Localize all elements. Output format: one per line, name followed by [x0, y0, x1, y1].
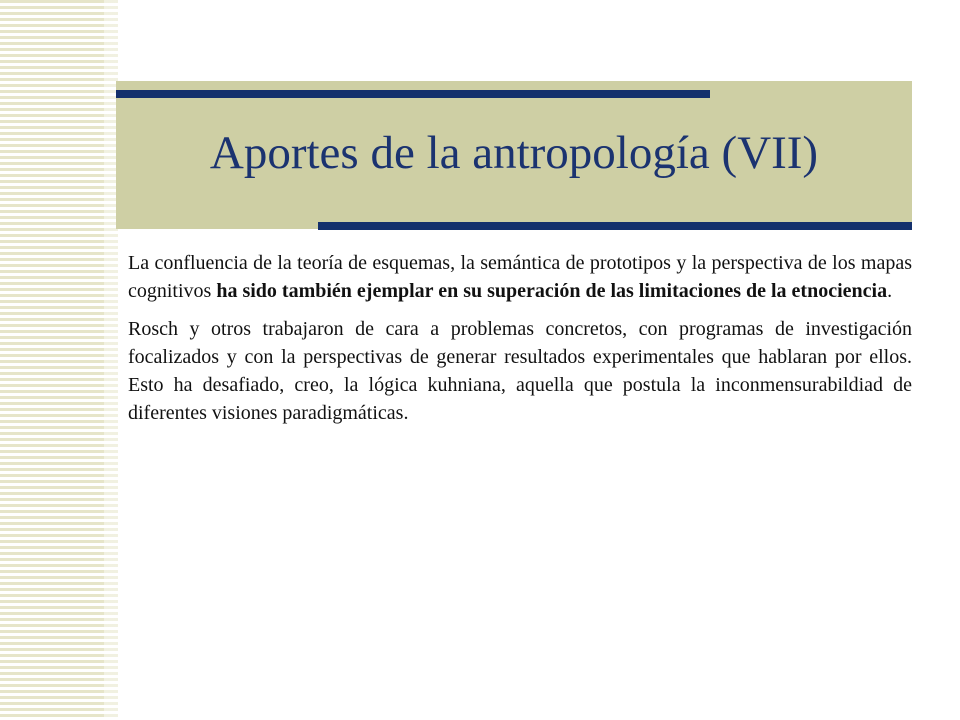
paragraph-2: Rosch y otros trabajaron de cara a problemas concretos, con programas de investigación focalizados y con la perspectivas de generar resultados experimentales que hablaran por ellos. Esto ha desafiado, creo, la lógica kuhniana, aquella que postula la inconmensurabildiad de diferentes visiones paradigmáticas.: [128, 318, 912, 424]
slide-body: [128, 249, 912, 437]
title-top-bar: [116, 90, 710, 98]
paragraph-1-text: La confluencia de la teoría de esquemas, la semántica de prototipos y la perspectiva de los mapas cognitivos: [128, 252, 912, 302]
slide-title: Aportes de la antropología (VII): [209, 127, 819, 179]
decorative-stripes: [0, 0, 104, 720]
paragraph-1-end: .: [887, 280, 893, 302]
title-bottom-bar: [318, 222, 912, 230]
paragraph-1-bold-text: ha sido también ejemplar en su superación de las limitaciones de la etnociencia: [216, 280, 888, 302]
paragraph-1: [128, 249, 912, 305]
